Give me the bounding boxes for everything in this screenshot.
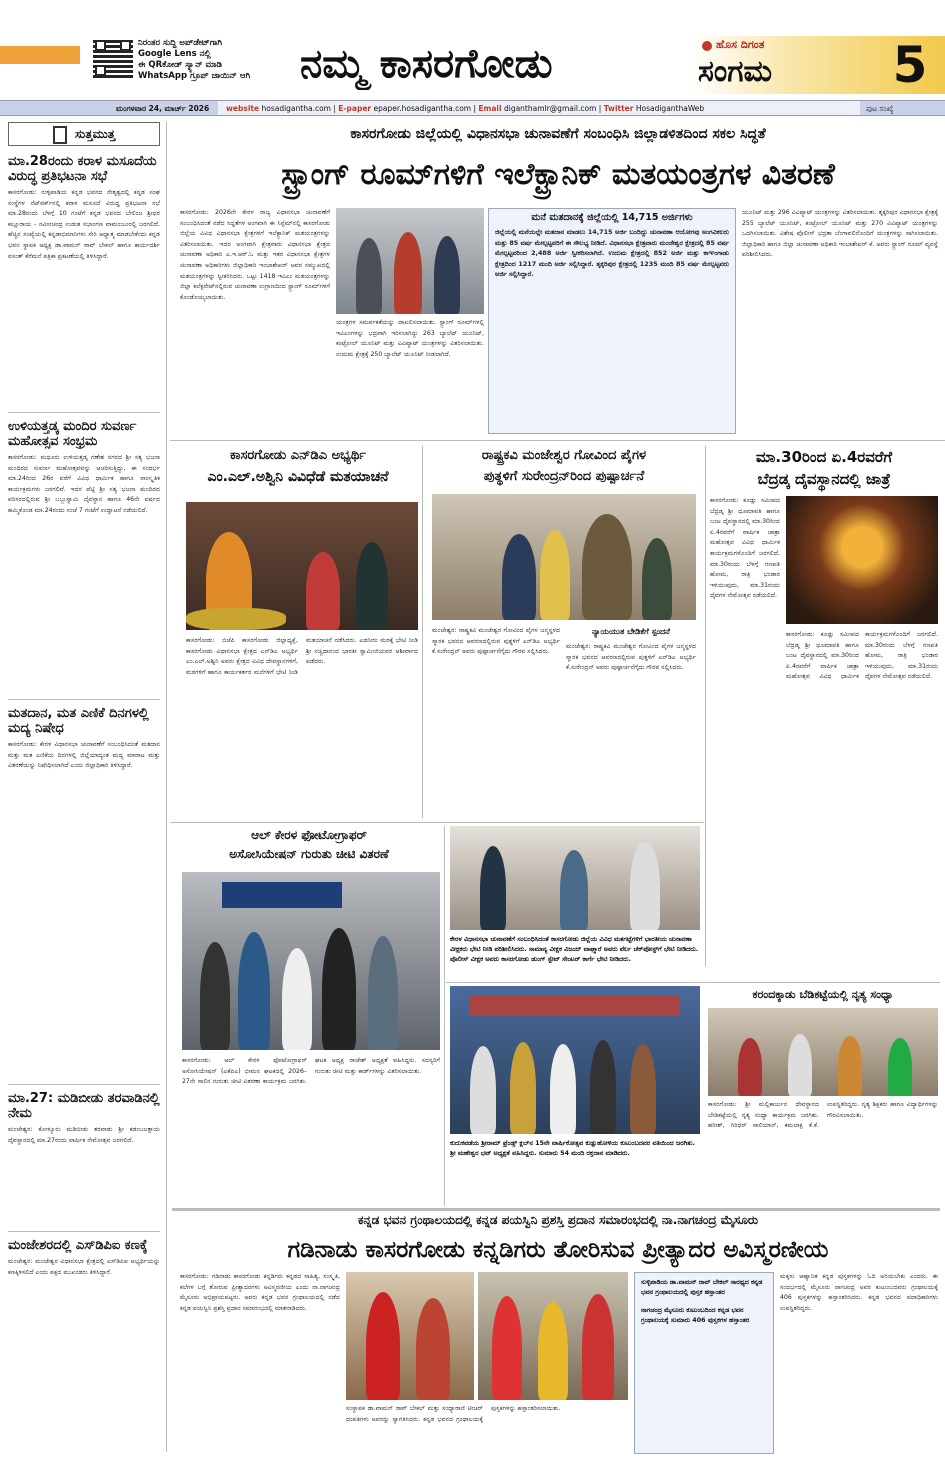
left-item-4	[8, 1091, 160, 1232]
page-count-label: ಪುಟ ಸಂಖ್ಯೆ	[866, 104, 894, 113]
story-photographer	[178, 826, 440, 1206]
lead-body-1: ಕಾಸರಗೋಡು: 2026ನೇ ಕೇರಳ ರಾಜ್ಯ ವಿಧಾನಸಭಾ ಚುನಾವಣೆಗೆ ಸಂಬಂಧಿಸಿದಂತೆ ನಡೆದ ಸಿದ್ಧತೆಗಳ ಅಂಗವಾಗಿ ಈ ಸಿಸ್ಟೆಮ್‌ನಲ್ಲಿ ಕಾಸರಗೋಡು ಜಿಲ್ಲೆಯ ವಿವಿಧ ವಿಧಾನಸಭಾ ಕ್ಷೇತ್ರಗಳಿಗೆ ಇಲೆಕ್ಟ್ರಾನಿಕ್ ಮತಯಂತ್ರಗಳನ್ನು ವಿತರಿಸಲಾಯಿತು. ಇದರ ಅಂಗವಾಗಿ ಕ್ಷೇತ್ರವಾರು ವಿಧಾನಸಭಾ ಕ್ಷೇತ್ರದ ಚುನಾವಣಾ ಅಧಿಕಾರಿ ಎ.ಇ.ಆರ್.ಓ ಮತ್ತು ಇತರ ವಿಧಾನಸಭಾ ಕ್ಷೇತ್ರಗಳ ಚುನಾವಣಾ ಅಧಿಕಾರಿಗಳು ಜಿಲ್ಲಾಧಿಕಾರಿ ಇಂಬಾಶೇಖರ್ ಅವರ ಸಮ್ಮುಖದಲ್ಲಿ ಮತಯಂತ್ರಗಳನ್ನು ಸ್ವೀಕರಿಸಿದರು. ಒಟ್ಟು 1418 ಇವಿಎಂ ಮತಯಂತ್ರಗಳನ್ನು ಜಿಲ್ಲಾ ಕಲೆಕ್ಟರೇಟ್‌ನಲ್ಲಿರುವ ಚುನಾವಣಾ ಉಗ್ರಾಣದಿಂದ ಸ್ಟ್ರಾಂಗ್ ರೂಮ್‌ಗಳಿಗೆ ಕೊಂಡೊಯ್ಯಲಾಯಿತು.	[180, 209, 330, 301]
jatre-body-2: ಕಾಸರಗೋಡು: ಕೂಡ್ಲು ಸಮೀಪದ ಬೆದ್ರಡ್ಕ ಶ್ರೀ ಧೂಮಾವತಿ ಹಾಗೂ ಬಂಟ ದೈವಸ್ಥಾನದಲ್ಲಿ ಮಾ.30ರಿಂದ ಏ.4ರವರೆಗೆ ವಾರ್ಷಿಕ ಜಾತ್ರಾ ಮಹೋತ್ಸವ ವಿವಿಧ ಧಾರ್ಮಿಕ ಕಾರ್ಯಕ್ರಮಗಳೊಂದಿಗೆ ಜರಗಲಿದೆ. ಮಾ.30ರಂದು ಬೆಳಗ್ಗೆ ಗಣಪತಿ ಹೋಮ, ರಾತ್ರಿ ಭಂಡಾರ ಇಳಿಯುವುದು, ಮಾ.31ರಂದು ದೈವಗಳ ನೇಮೋತ್ಸವ ನಡೆಯಲಿದೆ.	[786, 631, 938, 681]
story-govinda	[426, 446, 702, 818]
jatre-headline-1: ಮಾ.30ರಿಂದ ಏ.4ರವರೆಗೆ	[755, 448, 893, 466]
govinda-photo	[432, 494, 696, 620]
bottom-photo-1	[346, 1272, 474, 1400]
left-item-5	[8, 1238, 160, 1418]
observer-photo	[450, 826, 700, 930]
photographer-headline-1: ಆಲ್ ಕೇರಳ ಫೋಟೋಗ್ರಾಫರ್	[251, 828, 367, 842]
lead-body-2: ಯಂತ್ರಗಳ ಸಮರ್ಪಕತೆಯನ್ನು ದಾಖಲಿಸಲಾಯಿತು. ಸ್ಟ್ರಾಂಗ್ ರೂಮ್‌ಗಳಲ್ಲಿ ಇವಿಎಂಗಳನ್ನು ಭದ್ರವಾಗಿ ಇರಿಸಲಾಗಿದ್ದು 263 ಬ್ಯಾಲೆಟ್ ಯೂನಿಟ್, ಕಂಟ್ರೋಲ್ ಯೂನಿಟ್ ಮತ್ತು ವಿವಿಪ್ಯಾಟ್ ಯಂತ್ರಗಳನ್ನು ವಿತರಿಸಲಾಯಿತು. ಉದುಮ ಕ್ಷೇತ್ರಕ್ಕೆ 250 ಬ್ಯಾಲೆಟ್ ಯೂನಿಟ್ ನೀಡಲಾಗಿದೆ.	[336, 319, 484, 358]
nritya-body: ಕಾಸರಗೋಡು: ಶ್ರೀ ಮಲ್ಲಿಕಾರ್ಜುನ ದೇವಸ್ಥಾನದ ಬೇಡಿಕಟ್ಟೆಯಲ್ಲಿ ನೃತ್ಯ ಸಂಧ್ಯಾ ಕಾರ್ಯಕ್ರಮ ಜರಗಿತು. ಹರೀಶ್, ಗಿರಿಧರ್ ಸಾಲಿಯಾನ್, ಕಮಲಾಕ್ಷ ಕೆ.ಕೆ. ಉಪಸ್ಥಿತರಿದ್ದರು. ನೃತ್ಯ ಶಿಕ್ಷಕರು ಹಾಗೂ ವಿದ್ಯಾರ್ಥಿಗಳನ್ನು ಗೌರವಿಸಲಾಯಿತು.	[708, 1101, 938, 1130]
home-vote-title: ಮನೆ ಮತದಾನಕ್ಕೆ ಜಿಲ್ಲೆಯಲ್ಲಿ 14,715 ಅರ್ಜಿಗಳು	[531, 212, 693, 223]
govinda-headline-1: ರಾಷ್ಟ್ರಕವಿ ಮಂಜೇಶ್ವರ ಗೋವಿಂದ ಪೈಗಳ	[481, 448, 647, 463]
bottom-headline: ಗಡಿನಾಡು ಕಾಸರಗೋಡು ಕನ್ನಡಿಗರು ತೋರಿಸುವ ಪ್ರೀತ್ಯಾದರ ಅವಿಸ್ಮರಣೀಯ	[287, 1237, 829, 1263]
left-column	[8, 122, 160, 1452]
brand-name: ಹೊಸ ದಿಗಂತ	[716, 38, 765, 51]
section-title: ಸುತ್ತಮುತ್ತ	[8, 122, 160, 146]
govinda-body-2: ಮಂಜೇಶ್ವರ: ರಾಷ್ಟ್ರಕವಿ ಮಂಜೇಶ್ವರ ಗೋವಿಂದ ಪೈಗಳ ಜನ್ಮಸ್ಥಳದ ಸ್ಮಾರಕ ಭವನದ ಆವರಣದಲ್ಲಿರುವ ಪುತ್ಥಳಿಗೆ ಎನ್‌ಡಿಎ ಅಭ್ಯರ್ಥಿ ಕೆ.ಸುರೇಂದ್ರನ್ ಅವರು ಪುಷ್ಪಾರ್ಚನೆಗೈದು ಗೌರವ ಸಲ್ಲಿಸಿದರು.	[566, 643, 696, 672]
qr-text	[138, 38, 298, 82]
date-box	[0, 101, 218, 116]
twitter-link[interactable]: HosadiganthaWeb	[635, 104, 705, 113]
blood-donation-caption: ಕುದುಕವಡೆಯ ಶ್ರೀರಾಮ್ ಫ್ರೆಂಡ್ಸ್ ಕ್ಲಬ್‌ನ 15ನೇ ವಾರ್ಷಿಕೋತ್ಸವ ಕುಡ್ಲುಹೋಳಿಯ ಕುಟುಂಬದವರ ವತಿಯಿಂದ ಜರಗಿತು. ಶ್ರೀ ಮಹೇಶ್ವರ ಭಟ್ ಅಧ್ಯಕ್ಷತೆ ವಹಿಸಿದ್ದರು. ಸುಮಾರು 54 ಮಂದಿ ರಕ್ತದಾನ ಮಾಡಿದರು.	[450, 1139, 695, 1157]
blood-donation-photo	[450, 986, 700, 1134]
story-jatre	[708, 446, 940, 966]
section-icon	[53, 126, 67, 144]
epaper-label: E-paper	[338, 104, 372, 113]
bottom-box-1: ಸುಳ್ಳಿಪಾಡಿಯ ಡಾ.ವಾಮನ್ ರಾವ್ ಬೇಕಲ್ ಸಾರಥ್ಯದ ಕನ್ನಡ ಭವನ ಗ್ರಂಥಾಲಯದಲ್ಲಿ ಪುಸ್ತಕ ಹಸ್ತಾಂತರ	[641, 1278, 763, 1296]
bottom-body-1: ಕಾಸರಗೋಡು: ಗಡಿನಾಡು ಕಾಸರಗೋಡು ಕನ್ನಡಿಗರು ಕನ್ನಡದ ಸಾಹಿತ್ಯ, ಸಂಸ್ಕೃತಿ, ಕಲೆಗಳ ಬಗ್ಗೆ ತೋರುವ ಪ್ರೀತ್ಯಾದರಗಳು ಅವಿಸ್ಮರಣೀಯ ಎಂದು ನಾ.ನಾಗಚಂದ್ರ ಮೈಸೂರು ಅಭಿಪ್ರಾಯಪಟ್ಟರು. ಅವರು ಕನ್ನಡ ಭವನ ಗ್ರಂಥಾಲಯದಲ್ಲಿ ನಡೆದ ಕನ್ನಡ ಪಯಸ್ವಿನಿ ಪ್ರಶಸ್ತಿ ಪ್ರದಾನ ಸಮಾರಂಭದಲ್ಲಿ ಮಾತನಾಡಿದರು.	[180, 1273, 340, 1312]
ashwini-body: ಕಾಸರಗೋಡು: ಬಿಜೆಪಿ ಕಾಸರಗೋಡು ಜಿಲ್ಲಾಧ್ಯಕ್ಷೆ, ಕಾಸರಗೋಡು ವಿಧಾನಸಭಾ ಕ್ಷೇತ್ರದ ಎನ್‌ಡಿಎ ಅಭ್ಯರ್ಥಿ ಎಂ.ಎಲ್.ಅಶ್ವಿನಿ ಅವರು ಕ್ಷೇತ್ರದ ವಿವಿಧ ದೇವಸ್ಥಾನಗಳಿಗೆ, ಮಠಗಳಿಗೆ ಹಾಗೂ ಕಾರ್ಯಕರ್ತರ ಮನೆಗಳಿಗೆ ಭೇಟಿ ನೀಡಿ ಮತಯಾಚನೆ ನಡೆಸಿದರು. ಎಡನೀರು ಮಠಕ್ಕೆ ಭೇಟಿ ನೀಡಿ ಶ್ರೀ ಸಚ್ಚಿದಾನಂದ ಭಾರತೀ ಸ್ವಾಮೀಜಿಯವರ ಆಶೀರ್ವಾದ ಪಡೆದರು.	[186, 637, 418, 676]
jatre-photo	[786, 496, 938, 624]
ashwini-photo	[186, 502, 418, 630]
twitter-label: Twitter	[603, 104, 634, 113]
page-number: 5	[892, 36, 928, 94]
lead-kicker: ಕಾಸರಗೋಡು ಜಿಲ್ಲೆಯಲ್ಲಿ ವಿಧಾನಸಭಾ ಚುನಾವಣೆಗೆ ಸಂಬಂಧಿಸಿ ಜಿಲ್ಲಾಡಳಿತದಿಂದ ಸಕಲ ಸಿದ್ಧತೆ	[350, 126, 766, 142]
brand-logo-icon	[702, 41, 712, 51]
left-item-body: ಕಾಸರಗೋಡು: ಕೇರಳ ವಿಧಾನಸಭಾ ಚುನಾವಣೆಗೆ ಸಂಬಂಧಿಸಿದಂತೆ ಮತದಾನ ಮತ್ತು ಮತ ಎಣಿಕೆಯ ದಿನಗಳಲ್ಲಿ ಜಿಲ್ಲೆಯಾದ್ಯಂತ ಮದ್ಯ ಮಾರಾಟ ಮತ್ತು ವಿತರಣೆಯನ್ನು ನಿಷೇಧಿಸಲಾಗಿದೆ ಎಂದು ಜಿಲ್ಲಾಧಿಕಾರಿ ತಿಳಿಸಿದ್ದಾರೆ.	[8, 741, 160, 770]
left-item-body: ಕಾಸರಗೋಡು: ನುಳ್ಳಿಪಾಡಿಯ ಕನ್ನಡ ಭವನದ ನೇತೃತ್ವದಲ್ಲಿ ಕನ್ನಡ ಸಂಘ ಸಂಸ್ಥೆಗಳ ನೆಟ್‌ವರ್ಕ್‌ನಲ್ಲಿ ಕರಾಳ ಮಸೂದೆ ವಿರುದ್ಧ ಪ್ರತಿಭಟನಾ ಸಭೆ ಮಾ.28ರಂದು ಬೆಳಗ್ಗೆ 10 ಗಂಟೆಗೆ ಕನ್ನಡ ಭವನದ ಬೇಲಿಂಜ ಶ್ರೀಧರ ಕಲ್ಲೂರಾಯ - ನವೀನಚಂದ್ರ ಉಡುತ ಸಭಾಂಗಣ ವಾಮಂಜೂರಲ್ಲಿ ಜರಗಲಿದೆ. ಹೆಚ್ಚಿನ ಸಂಖ್ಯೆಯಲ್ಲಿ ಕನ್ನಡಾಭಿಮಾನಿಗಳು ಸೇರಿ ಆಧ್ಯಾತ್ಮ ಮಾಡಬೇಕೆಂದು ಕನ್ನಡ ಭವನ ಸ್ಥಾಪಕ ಅಧ್ಯಕ್ಷ ಡಾ.ವಾಮನ್ ರಾವ್ ಬೇಕಲ್ ಹಾಗೂ ಕಾರ್ಯದರ್ಶಿ ವಸಂತ್ ಕೆರೆಮನೆ ಪತ್ರಿಕಾ ಪ್ರಕಟಣೆಯಲ್ಲಿ ತಿಳಿಸಿದ್ದಾರೆ.	[8, 189, 160, 260]
qr-text-4: WhatsApp ಗ್ರೂಪ್ ಜಾಯಿನ್ ಆಗಿ	[138, 71, 251, 81]
issue-date: ಮಂಗಳವಾರ 24, ಮಾರ್ಚ್ 2026	[116, 104, 210, 113]
story-nritya	[706, 986, 940, 1206]
qr-code[interactable]	[93, 38, 133, 78]
ashwini-headline-2: ಎಂ.ಎಲ್.ಅಶ್ವಿನಿ ವಿವಿಧೆಡೆ ಮತಯಾಚನೆ	[207, 469, 389, 485]
nritya-photo	[708, 1008, 938, 1096]
left-item-title: ಉಳಿಯತ್ತಡ್ಕ ಮಂದಿರ ಸುವರ್ಣ ಮಹೋತ್ಸವ ಸಂಭ್ರಮ	[8, 419, 137, 449]
left-item-1	[8, 154, 160, 413]
left-item-title: ಮಂಜೇಶರದಲ್ಲಿ ಎಸ್‌ಡಿಪಿಐ ಕಣಕ್ಕೆ	[8, 1238, 148, 1253]
bottom-body-2: ಸಂಸ್ಥಾಪಕ ಡಾ.ವಾಮನ್ ರಾವ್ ಬೇಕಲ್ ಮತ್ತು ಸಂಧ್ಯಾರಾಣಿ ಟೀಚರ್ ದಂಪತಿಗಳು ಅವರನ್ನು ಸ್ವಾಗತಿಸಿದರು. ಕನ್ನಡ ಭವನದ ಗ್ರಂಥಾಲಯಕ್ಕೆ ಪುಸ್ತಕಗಳನ್ನು ಹಸ್ತಾಂತರಿಸಲಾಯಿತು.	[346, 1405, 561, 1423]
qr-text-2: Google Lens ನಲ್ಲಿ	[138, 49, 211, 59]
masthead	[0, 0, 945, 98]
nritya-headline: ಕರಂದಕ್ಕಾಡು ಬೆಡಿಕಟ್ಟೆಯಲ್ಲಿ ನೃತ್ಯ ಸಂಧ್ಯಾ	[752, 988, 894, 1001]
photographer-body: ಕಾಸರಗೋಡು: ಆಲ್ ಕೇರಳ ಫೋಟೋಗ್ರಾಫರ್ ಅಸೋಸಿಯೇಷನ್ (ಎಕೆಪಿಎ) ಭೀಮನ ಘಟಕದಲ್ಲಿ 2026–27ನೇ ಸಾಲಿನ ಗುರುತು ಚೀಟಿ ವಿತರಣಾ ಕಾರ್ಯಕ್ರಮ ಜರಗಿತು. ಘಟಕ ಅಧ್ಯಕ್ಷ ರಾಜೇಶ್ ಅಧ್ಯಕ್ಷತೆ ವಹಿಸಿದ್ದರು. ಸದಸ್ಯರಿಗೆ ಗುರುತು ಚೀಟಿ ಮತ್ತು ಕಾರ್ಡ್‌ಗಳನ್ನು ವಿತರಿಸಲಾಯಿತು.	[182, 1057, 440, 1086]
left-item-title: ಮತದಾನ, ಮತ ಎಣಿಕೆ ದಿನಗಳಲ್ಲಿ ಮದ್ಯ ನಿಷೇಧ	[8, 706, 149, 736]
lead-body-3: ಯೂನಿಟ್ ಮತ್ತು 296 ವಿವಿಪ್ಯಾಟ್ ಯಂತ್ರಗಳನ್ನು ವಿತರಿಸಲಾಯಿತು. ತೃಕ್ಕರಿಪುರ ವಿಧಾನಸಭಾ ಕ್ಷೇತ್ರಕ್ಕೆ 255 ಬ್ಯಾಲೆಟ್ ಯೂನಿಟ್, ಕಂಟ್ರೋಲ್ ಯೂನಿಟ್ ಮತ್ತು 270 ವಿವಿಪ್ಯಾಟ್ ಯಂತ್ರಗಳನ್ನು ಒದಗಿಸಲಾಯಿತು. ವಿಶೇಷ ಪೊಲೀಸ್ ಭದ್ರತಾ ಬೆಂಗಾವಲಿನೊಂದಿಗೆ ಯಂತ್ರಗಳನ್ನು ಸಾಗಿಸಲಾಯಿತು. ಜಿಲ್ಲಾಧಿಕಾರಿ ಹಾಗೂ ಜಿಲ್ಲಾ ಚುನಾವಣಾ ಅಧಿಕಾರಿ ಇಂಬಾಶೇಖರ್ ಕೆ. ಅವರು ಸ್ಟ್ರಾಂಗ್ ರೂಮ್ ವ್ಯವಸ್ಥೆ ಪರಿಶೀಲಿಸಿದರು.	[742, 209, 938, 259]
lead-photo-1	[336, 208, 484, 314]
website-label: website	[226, 104, 260, 113]
ashwini-headline-1: ಕಾಸರಗೋಡು ಎನ್‌ಡಿಎ ಅಭ್ಯರ್ಥಿ	[230, 448, 366, 463]
orange-bar	[0, 46, 80, 64]
left-item-body: ಮಂಜೇಶ್ವರ: ಕೋಳ್ಯೂರು ಮಡಿಬೀಡು ತರವಾಡು ಶ್ರೀ ಕಡಂಬಲತ್ತಾಯ ದೈವಸ್ಥಾನದಲ್ಲಿ ಮಾ.27ರಂದು ವಾರ್ಷಿಕ ನೇಮೋತ್ಸವ ಜರಗಲಿದೆ.	[8, 1126, 160, 1144]
left-item-3	[8, 706, 160, 1085]
story-ashwini	[178, 446, 418, 818]
photographer-photo	[182, 872, 440, 1050]
website-link[interactable]: hosadigantha.com	[261, 104, 331, 113]
govinda-body: ಮಂಜೇಶ್ವರ: ರಾಷ್ಟ್ರಕವಿ ಮಂಜೇಶ್ವರ ಗೋವಿಂದ ಪೈಗಳ ಜನ್ಮಸ್ಥಳದ ಸ್ಮಾರಕ ಭವನದ ಆವರಣದಲ್ಲಿರುವ ಪುತ್ಥಳಿಗೆ ಎನ್‌ಡಿಎ ಅಭ್ಯರ್ಥಿ ಕೆ.ಸುರೇಂದ್ರನ್ ಅವರು ಪುಷ್ಪಾರ್ಚನೆಗೈದು ಗೌರವ ಸಲ್ಲಿಸಿದರು.	[432, 627, 560, 656]
observer-caption: ಕೇರಳ ವಿಧಾನಸಭಾ ಚುನಾವಣೆಗೆ ಸಂಬಂಧಿಸಿದಂತೆ ಕಾಸರಗೋಡು ಜಿಲ್ಲೆಯ ವಿವಿಧ ಮತಗಟ್ಟೆಗಳಿಗೆ ಭಾರತೀಯ ಚುನಾವಣಾ ವೀಕ್ಷಕರು ಭೇಟಿ ನೀಡಿ ಪರಿಶೀಲಿಸಿದರು. ಸಾಮಾನ್ಯ ವೀಕ್ಷಕ ವಿಜಯ್ ವಾಘ್ಮಾರೆ ಅವರು ಪೆರ್ಲ ಚೆಕ್‌ಪೋಸ್ಟ್‌ಗೆ ಭೇಟಿ ನೀಡಿದರು. ಪೊಲೀಸ್ ವೀಕ್ಷಕ ಅವರು ಕಾಸರಗೋಡು ಡುಂಗ್ ಸ್ಟೇಟ್ ಸೇಂಟರ್‌ ಕಾರ್ಗೆ ಭೇಟಿ ನೀಡಿದರು.	[450, 935, 699, 963]
left-item-body: ಕಾಸರಗೋಡು: ಮಧೂರು ಉಳಿಯತ್ತಡ್ಕ ಗಣೇಶ ನಗರದ ಶ್ರೀ ಸತ್ಯ ಭಜನಾ ಮಂದಿರದ ಸುವರ್ಣ ಮಹೋತ್ಸವವನ್ನು ಆಚರಿಸುತ್ತಿದ್ದು, ಈ ಸಂದರ್ಭ ಮಾ.24ರಿಂದ 26ರ ವರೆಗೆ ವಿವಿಧ ಧಾರ್ಮಿಕ ಹಾಗೂ ಸಾಂಸ್ಕೃತಿಕ ಕಾರ್ಯಕ್ರಮಗಳು ಜರಗಲಿವೆ. ಇದರ ಪೆಟ್ಟಿ ಶ್ರೀ ಸತ್ಯ ಭಜನಾ ಮಂದಿರದ ಪರಿಸರದಲ್ಲಿರುವ ಶ್ರೀ ಬಬ್ಬುಸ್ವಾಮಿ ದೈವಸ್ಥಾನ ಹಾಗೂ 46ನೇ ವರ್ಷದ ಹಮ್ಮಿಕೊಂಡ ಮಾ.24ರಂದು ಸಂಜೆ 7 ಗಂಟೆಗೆ ಉದ್ಘಾಟನೆ ನಡೆಯಲಿದೆ.	[8, 454, 160, 514]
govinda-headline-2: ಪುತ್ಥಳಿಗೆ ಸುರೇಂದ್ರನ್‌ರಿಂದ ಪುಷ್ಪಾರ್ಚನೆ	[483, 469, 645, 484]
photographer-headline-2: ಅಸೋಸಿಯೇಷನ್ ಗುರುತು ಚೀಟಿ ವಿತರಣೆ	[229, 847, 389, 861]
home-vote-body: ಜಿಲ್ಲೆಯಲ್ಲಿ ಮನೆಯಲ್ಲೇ ಮತದಾನ ಮಾಡಲು 14,715 ಅರ್ಜಿ ಬಂದಿದ್ದು ಚುನಾವಣಾ ಆಯೋಗವು ಅಂಗವಿಕಲರು ಮತ್ತು 85 ವರ್ಷ ಮೇಲ್ಪಟ್ಟವರಿಗೆ ಈ ಸೌಲಭ್ಯ ನೀಡಿದೆ. ವಿಧಾನಸಭಾ ಕ್ಷೇತ್ರವಾರು ಮಂಜೇಶ್ವರ ಕ್ಷೇತ್ರದಲ್ಲಿ 85 ವರ್ಷ ಮೇಲ್ಪಟ್ಟವರಿಂದ 2,488 ಅರ್ಜಿ ಸ್ವೀಕರಿಸಲಾಗಿದೆ. ಉದುಮ ಕ್ಷೇತ್ರದಲ್ಲಿ 852 ಅರ್ಜಿ ಮತ್ತು ಕಾಞಂಗಾಡು ಕ್ಷೇತ್ರದಿಂದ 1217 ಮಂದಿ ಅರ್ಜಿ ಸಲ್ಲಿಸಿದ್ದಾರೆ. ತೃಕ್ಕರಿಪುರ ಕ್ಷೇತ್ರದಲ್ಲಿ 1235 ಮಂದಿ 85 ವರ್ಷ ಮೇಲ್ಪಟ್ಟವರು ಅರ್ಜಿ ಸಲ್ಲಿಸಿದ್ದಾರೆ.	[495, 228, 729, 279]
page-count-box	[860, 101, 945, 116]
left-item-body: ಮಂಜೇಶ್ವರ: ಮಂಜೇಶ್ವರ ವಿಧಾನಸಭಾ ಕ್ಷೇತ್ರದಲ್ಲಿ ಎಸ್‌ಡಿಪಿಐ ಅಭ್ಯರ್ಥಿಯನ್ನು ಕಣಕ್ಕಿಳಿಸಲಿದೆ ಎಂದು ಪಕ್ಷದ ಮುಖಂಡರು ತಿಳಿಸಿದ್ದಾರೆ.	[8, 1258, 160, 1276]
home-vote-box	[488, 208, 736, 434]
left-item-2	[8, 419, 160, 700]
jatre-headline-2: ಬೆದ್ರಡ್ಕ ದೈವಸ್ಥಾನದಲ್ಲಿ ಜಾತ್ರೆ	[757, 470, 891, 488]
epaper-link[interactable]: epaper.hosadigantha.com	[373, 104, 472, 113]
masthead-brand-block	[690, 36, 945, 94]
email-label: Email	[478, 104, 502, 113]
bottom-box	[634, 1272, 774, 1454]
jatre-body: ಕಾಸರಗೋಡು: ಕೂಡ್ಲು ಸಮೀಪದ ಬೆದ್ರಡ್ಕ ಶ್ರೀ ಧೂಮಾವತಿ ಹಾಗೂ ಬಂಟ ದೈವಸ್ಥಾನದಲ್ಲಿ ಮಾ.30ರಿಂದ ಏ.4ರವರೆಗೆ ವಾರ್ಷಿಕ ಜಾತ್ರಾ ಮಹೋತ್ಸವ ವಿವಿಧ ಧಾರ್ಮಿಕ ಕಾರ್ಯಕ್ರಮಗಳೊಂದಿಗೆ ಜರಗಲಿದೆ. ಮಾ.30ರಂದು ಬೆಳಗ್ಗೆ ಗಣಪತಿ ಹೋಮ, ರಾತ್ರಿ ಭಂಡಾರ ಇಳಿಯುವುದು, ಮಾ.31ರಂದು ದೈವಗಳ ನೇಮೋತ್ಸವ ನಡೆಯಲಿದೆ.	[710, 497, 780, 600]
bottom-body-3: ಮಕ್ಕಳು ಆಹ್ವಾನಿತ ಕನ್ನಡ ಪುಸ್ತಕಗಳನ್ನು ಓದಿ ಅರಿಯಬೇಕು ಎಂದರು. ಈ ಸಂದರ್ಭದಲ್ಲಿ ಮೈಸೂರು ನಾಗಚಂದ್ರ ಅವರ ಕುಟುಂಬದವರು ಗ್ರಂಥಾಲಯಕ್ಕೆ 406 ಪುಸ್ತಕಗಳನ್ನು ಹಸ್ತಾಂತರಿಸಿದರು. ಕನ್ನಡ ಭವನದ ಪದಾಧಿಕಾರಿಗಳು ಉಪಸ್ಥಿತರಿದ್ದರು.	[780, 1273, 938, 1312]
lead-headline: ಸ್ಟ್ರಾಂಗ್ ರೂಮ್‌ಗಳಿಗೆ ಇಲೆಕ್ಟ್ರಾನಿಕ್ ಮತಯಂತ್ರಗಳ ವಿತರಣೆ	[281, 157, 835, 192]
brand-sub: ಸಂಗಮ	[698, 54, 772, 89]
bottom-kicker: ಕನ್ನಡ ಭವನ ಗ್ರಂಥಾಲಯದಲ್ಲಿ ಕನ್ನಡ ಪಯಸ್ವಿನಿ ಪ್ರಶಸ್ತಿ ಪ್ರದಾನ ಸಮಾರಂಭದಲ್ಲಿ ನಾ.ನಾಗಚಂದ್ರ ಮೈಸೂರು	[357, 1213, 759, 1227]
info-bar: ಮಂಗಳವಾರ 24, ಮಾರ್ಚ್ 2026 website hosadigantha.com | E-paper epaper.hosadigantha.com | Email diganthamlr@gmail.com | Twitter HosadiganthaWeb ಪುಟ ಸಂಖ್ಯೆ	[0, 100, 945, 116]
left-item-title: ಮಾ.27: ಮಡಿಬೀಡು ತರವಾಡಿನಲ್ಲಿ ನೇಮ	[8, 1091, 160, 1121]
left-item-title: ಮಾ.28ರಂದು ಕರಾಳ ಮಸೂದೆಯ ವಿರುದ್ಧ ಪ್ರತಿಭಟನಾ ಸಭೆ	[8, 154, 157, 184]
qr-text-1: ನಿರಂತರ ಸುದ್ದಿ ಅಪ್‌ಡೇಟ್‌ಗಾಗಿ	[138, 38, 222, 48]
qr-text-3: ಈ QRಕೋಡ್ ಸ್ಕ್ಯಾನ್ ಮಾಡಿ	[138, 60, 222, 70]
masthead-title: ನಮ್ಮ ಕಾಸರಗೋಡು	[300, 41, 553, 87]
bottom-box-2: ನಾಗಚಂದ್ರ ಮೈಸೂರು ಕುಟುಂಬದಿಂದ ಕನ್ನಡ ಭವನ ಗ್ರಂಥಾಲಯಕ್ಕೆ ಸುಮಾರು 406 ಪುಸ್ತಕಗಳ ಹಸ್ತಾಂತರ	[641, 1306, 750, 1324]
email-link[interactable]: diganthamlr@gmail.com	[503, 104, 597, 113]
bottom-photo-2	[478, 1272, 628, 1400]
govinda-subhead: ನ್ಯಾಯಯುತ ಬೇಡಿಕೆಗೆ ಸ್ಪಂದನೆ	[592, 627, 670, 636]
